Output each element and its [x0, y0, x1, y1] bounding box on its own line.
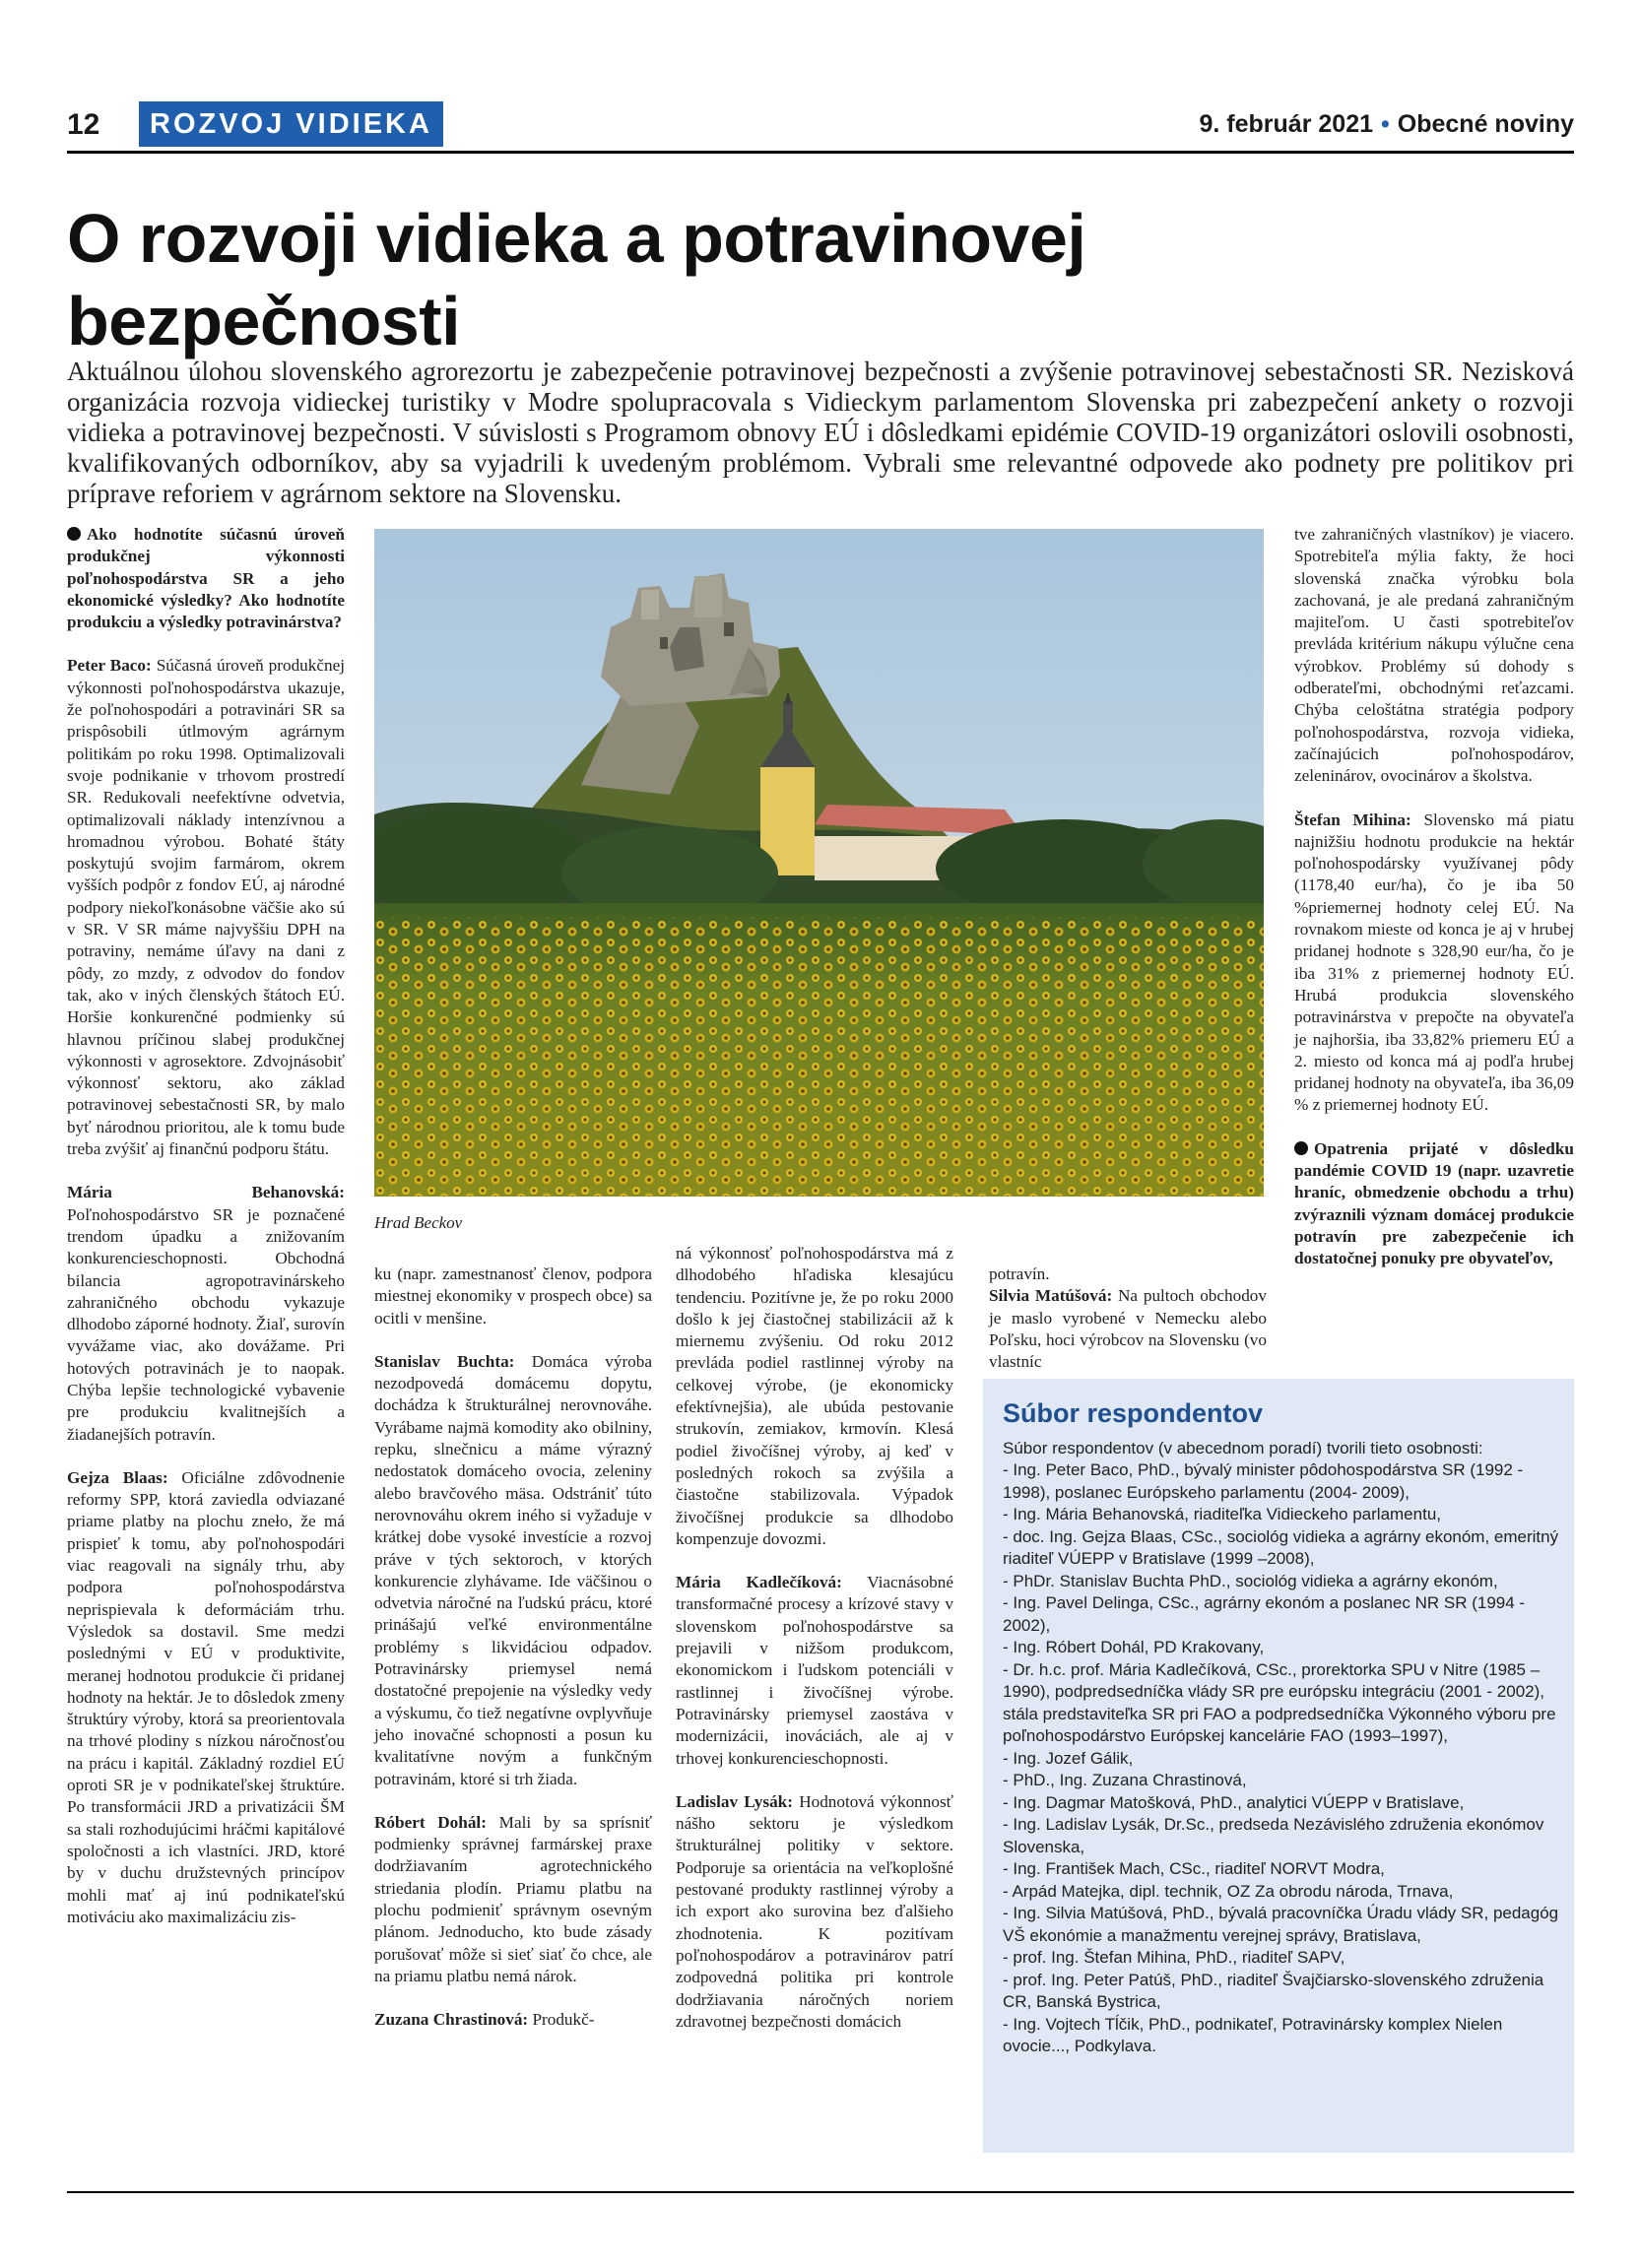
list-item: - Ing. Ladislav Lysák, Dr.Sc., predseda Nezávislého združenia ekonómov Slovenska,: [1003, 1815, 1544, 1856]
box-intro: Súbor respondentov (v abecednom poradí) tvorili tieto osobnosti:: [1003, 1439, 1483, 1458]
footer-rule: [67, 2191, 1574, 2193]
column-2-continuation: ku (napr. zamestnanosť členov, podpora miestnej ekonomiky v prospech obce) sa ocitli v menšine.: [374, 1264, 652, 1328]
answer-behanovska: [67, 1182, 345, 1446]
article-title: O rozvoji vidieka a potravinovej bezpečnosti: [67, 200, 1086, 359]
list-item: - Ing. Vojtech Tĺčik, PhD., podnikateľ, Potravinársky komplex Nielen ovocie..., Podkylava.: [1003, 2014, 1503, 2055]
respondent-name: Štefan Mihina:: [1294, 810, 1411, 829]
respondent-name: Peter Baco:: [67, 656, 152, 676]
list-item: - prof. Ing. Štefan Mihina, PhD., riaditeľ SAPV,: [1003, 1948, 1345, 1967]
header-rule: [67, 151, 1574, 154]
list-item: - PhDr. Stanislav Buchta PhD., sociológ vidieka a agrárny ekonóm,: [1003, 1571, 1498, 1590]
answer-text: Produkč-: [528, 2010, 595, 2030]
column-4: [989, 1264, 1267, 1394]
column-3: [676, 1243, 953, 2054]
list-item: - Dr. h.c. prof. Mária Kadlečíková, CSc., prorektorka SPU v Nitre (1985 – 1990), podpredsedníčka vlády SR pre európsku integráciu (2001 - 2002), stála predstaviteľka SR pri FAO a podpredsedníčka Výkonného výboru pre poľnohospodárstvo Európskej kancelárie FAO (1993–1997),: [1003, 1659, 1556, 1745]
answer-baco: [67, 655, 345, 1160]
respondents-box: [983, 1379, 1574, 2153]
respondent-name: Mária Behanovská:: [67, 1183, 345, 1202]
publication-name: Obecné noviny: [1397, 110, 1574, 138]
question-2-text: Opatrenia prijaté v dôsledku pandémie COVID 19 (napr. uzavretie hraníc, obmedzenie obchodu a trhu) zvýraznili význam domácej produkcie potravín pre zabezpečenie ich dostatočnej ponuky pre obyvateľov,: [1294, 1138, 1574, 1268]
answer-text: Mali by sa sprísniť podmienky správnej farmárskej praxe dodržiavaním agrotechnického striedania plodín. Priamu platbu na plochu podmieniť správnym osevným plánom. Jednoducho, kto bude zásady porušovať môže si sieť siať čo chce, ale na priamu platbu nemá nárok.: [374, 1812, 652, 1985]
answer-text: Oficiálne zdôvodnenie reformy SPP, ktorá zaviedla odviazané priame platby na plochu zneło, že má prispieť k tomu, aby poľnohospodári viac reagovali na signály trhu, aby podpora poľnohospodárstva neprispievala k deformáciám trhu. Výsledok sa dostavil. Sme medzi poslednými v EÚ v produktivite, meranej hodnotou produkcie či pridanej hodnoty na hektár. Je to dôsledok zmeny štruktúry výroby, ktorá sa preorientovala na trhové plodiny s nízkou náročnosťou na prácu i kapitál. Základný rozdiel EÚ oproti SR je v podnikateľskej štruktúre. Po transformácii JRD a privatizácii ŠM sa stali rozhodujúcimi hráčmi kapitálové spoločnosti a ich vlastníci. JRD, ktoré by v duchu družstevných princípov mohli mať aj inú podnikateľskú motiváciu ako maximalizáciu zis-: [67, 1467, 345, 1926]
page-number: 12: [67, 108, 100, 141]
list-item: - doc. Ing. Gejza Blaas, CSc., sociológ vidieka a agrárny ekonóm, emeritný riaditeľ VÚEPP v Bratislave (1999 –2008),: [1003, 1526, 1559, 1568]
respondent-name: Zuzana Chrastinová:: [374, 2010, 529, 2030]
respondents-list: [1003, 1459, 1559, 2058]
answer-text: Viacnásobné transformačné procesy a krízové stavy v slovenskom poľnohospodárstve sa prejavili v nižšom produkcom, ekonomickom i ľudskom potenciáli v rastlinnej i živočíšnej výrobe. Potravinársky priemysel zaostáva v modernizácii, inováciách, ale aj v trhovej konkurencieschopnosti.: [676, 1573, 953, 1768]
issue-info: [1200, 110, 1574, 139]
respondent-name: Gejza Blaas:: [67, 1467, 168, 1487]
list-item: - Ing. Peter Baco, PhD., bývalý minister pôdohospodárstva SR (1992 - 1998), poslanec Európskeho parlamentu (2004- 2009),: [1003, 1460, 1524, 1502]
respondent-name: Ladislav Lysák:: [676, 1791, 793, 1811]
answer-chrastinova: [374, 2009, 652, 2031]
photo-caption: Hrad Beckov: [374, 1213, 463, 1232]
list-item: - Ing. Dagmar Matošková, PhD., analytici VÚEPP v Bratislave,: [1003, 1792, 1465, 1812]
question-1-text: Ako hodnotíte súčasnú úroveň produkčnej výkonnosti poľnohospodárstva SR a jeho ekonomické výsledky? Ako hodnotíte produkciu a výsledky potravinárstva?: [67, 525, 345, 632]
page-header: [67, 104, 1574, 146]
article-lead: Aktuálnou úlohou slovenského agrorezortu je zabezpečenie potravinovej bezpečnosti a zvýšenie potravinovej sebestačnosti SR. Nezisková organizácia rozvoja vidieckej turistiky v Modre spolupracovala s Vidieckym parlamentom Slovenska pri zabezpečení ankety o rozvoji vidieka a potravinovej bezpečnosti. V súvislosti s Programom obnovy EÚ i dôsledkami epidémie COVID-19 organizátori oslovili osobnosti, kvalifikovaných odborníkov, aby sa vyjadrili k uvedeným problémom. Vybrali sme relevantné odpovede ako podnety pre politikov pri príprave reforiem v agrárnom sektore na Slovensku.: [67, 356, 1574, 508]
list-item: - prof. Ing. Peter Patúš, PhD., riaditeľ Švajčiarsko-slovenského združenia CR, Banská Bystrica,: [1003, 1970, 1544, 2011]
issue-date: 9. február 2021: [1199, 110, 1374, 138]
answer-mihina: [1294, 810, 1574, 1117]
column-2: [374, 1264, 652, 2053]
answer-kadleckova: [676, 1572, 953, 1770]
box-title: Súbor respondentov: [1003, 1398, 1264, 1428]
column-4-continuation: potravín.: [989, 1264, 1050, 1283]
question-1: [67, 524, 345, 633]
list-item: - Arpád Matejka, dipl. technik, OZ Za obrodu národa, Trnava,: [1003, 1881, 1454, 1901]
answer-text: Súčasná úroveň produkčnej výkonnosti poľnohospodárstva ukazuje, že poľnohospodári a potravinári SR sa prispôsobili útlmovým agrárnym politikám po roku 1998. Optimalizovali svoje podnikanie v trhovom prostredí SR. Redukovali neefektívne odvetvia, optimalizovali náklady intenzívnou a hromadnou výrobou. Bohaté štáty poskytujú svojim farmárom, okrem vyšších podpôr z fondov EÚ, aj národné podpory niekoľkonásobne väčšie ako sú v SR. V SR máme najvyššiu DPH na potraviny, nemáme úľavy na dani z pôdy, zo mzdy, z odvodov do fondov tak, ako v iných členských štátoch EÚ. Horšie konkurenčné podmienky sú hlavnou príčinou slabej produkčnej výkonnosti v agrosektore. Zdvojnásobiť výkonnosť sektoru, ako základ potravinovej sebestačnosti SR, by malo byť národnou prioritou, ale k tomu bude treba zvýšiť aj finančnú podporu štátu.: [67, 656, 345, 1159]
list-item: - Ing. Róbert Dohál, PD Krakovany,: [1003, 1638, 1265, 1656]
separator-dot: •: [1381, 110, 1390, 138]
answer-dohal: [374, 1812, 652, 1987]
respondent-name: Stanislav Buchta:: [374, 1351, 515, 1371]
respondent-name: Mária Kadlečíková:: [676, 1573, 842, 1592]
answer-text: Hodnotová výkonnosť nášho sektoru je výsledkom štrukturálnej politiky v sektore. Podporuje sa orientácia na veľkoplošné pestované produkty rastlinnej výroby a ich export ako surovina bez ďalšieho zhodnotenia. K pozitívam poľnohospodárov a potravinárov patrí zodpovedná politika pri kontrole dodržiavania náročných noriem zdravotnej bezpečnosti domácich: [676, 1791, 953, 2031]
column-3-continuation: ná výkonnosť poľnohospodárstva má z dlhodobého hľadiska klesajúcu tendenciu. Pozitívne je, že po roku 2000 došlo k jej čiastočnej stabilizácii až k miernemu zvýšeniu. Od roku 2012 prevláda podiel rastlinnej výroby na celkovej výrobe, (je ekonomicky efektívnejšia), ale ubúda pestovanie strukovín, zemiakov, krmovín. Klesá podiel živočíšnej výroby, aj keď v posledných rokoch sa zvýšila a čiastočne stabilizovala. Výpadok živočíšnej produkcie sa dlhodobo kompenzuje dovozmi.: [676, 1244, 953, 1548]
list-item: - Ing. Mária Behanovská, riaditeľka Vidieckeho parlamentu,: [1003, 1505, 1441, 1523]
respondent-name: Silvia Matúšová:: [989, 1286, 1113, 1306]
answer-text: Domáca výroba nezodpovedá domácemu dopytu, dochádza k štrukturálnej nerovnováhe. Vyrábame najmä komodity ako obilniny, repku, slnečnicu a máme výrazný nedostatok domáceho ovocia, zeleniny alebo bravčového mäsa. Odstrániť túto nerovnováhu okrem iného si vyžaduje v krátkej dobe vysoké investície a rozvoj práve v tých sektoroch, v ktorých konkurencie zlyhávame. Ide väčšinou o odvetvia náročné na ľudskú prácu, ktoré prinášajú veľké environmentálne problémy s likvidáciou odpadov. Potravinársky priemysel nemá dostatočné prepojenie na výsledky vedy a výskumu, čo tiež negatívne ovplyvňuje jeho inovačné schopnosti a posun ku kvalitatívne novým a funkčným potravinám, ktoré si trh žiada.: [374, 1351, 652, 1788]
column-5-continuation: tve zahraničných vlastníkov) je viacero. Spotrebiteľa mýlia fakty, že hoci slovenská značka výrobku bola zachovaná, je ale predaná zahraničným majiteľom. U časti spotrebiteľov prevláda kritérium nákupu výlučne cena výrobkov. Problémy sú dohody s odberateľmi, obchodnými reťazcami. Chýba celoštátna stratégia podpory poľnohospodárstva, rozvoja vidieka, začínajúcich poľnohospodárov, zeleninárov, ovocinárov a školstva.: [1294, 525, 1574, 786]
castle-photo: [374, 529, 1264, 1197]
list-item: - Ing. Jozef Gálik,: [1003, 1748, 1134, 1768]
answer-text: Na pultoch obchodov je maslo vyrobené v Nemecku alebo Poľsku, hoci výrobcov na Slovensku (vo vlastníc: [989, 1286, 1267, 1372]
answer-matusova: [989, 1285, 1267, 1373]
list-item: - Ing. Silvia Matúšová, PhD., bývalá pracovníčka Úradu vlády SR, pedagóg VŠ ekonómie a manažmentu verejnej správy, Bratislava,: [1003, 1904, 1559, 1945]
answer-buchta: [374, 1351, 652, 1790]
list-item: - Ing. František Mach, CSc., riaditeľ NORVT Modra,: [1003, 1859, 1385, 1878]
section-label: ROZVOJ VIDIEKA: [142, 104, 440, 144]
column-5: [1294, 524, 1574, 1292]
answer-text: Poľnohospodárstvo SR je poznačené trendom úpadku a znižovaním konkurencieschopnosti. Obchodná bilancia agropotravinárskeho zahraničného obchodu vykazuje dlhodobo záporné hodnoty. Žiaľ, surovín vyvážame viac, ako dovážame. Pri hotových potravinách je to naopak. Chýba lepšie technologické vybavenie pre produkciu kvalitnejších a žiadanejších potravín.: [67, 1204, 345, 1444]
answer-blaas: [67, 1467, 345, 1928]
column-1: [67, 524, 345, 1950]
question-2: [1294, 1138, 1574, 1270]
answer-text: Slovensko má piatu najnižšiu hodnotu produkcie na hektár poľnohospodársky využívanej pôdy (1178,40 eur/ha), čo je iba 50 %priemernej hodnoty celej EÚ. Na rovnakom mieste od konca je aj v hrubej pridanej hodnote s 328,90 eur/ha, čo je iba 31% z priemernej hodnoty EÚ. Hrubá produkcia slovenského potravinárstva v prepočte na obyvateľa je najhoršia, iba 33,82% priemeru EÚ a 2. miesto od konca má aj podľa hrubej pridanej hodnoty na obyvateľa, iba 36,09 % z priemernej hodnoty EÚ.: [1294, 810, 1574, 1115]
answer-lysak: [676, 1791, 953, 2033]
list-item: - PhD., Ing. Zuzana Chrastinová,: [1003, 1771, 1247, 1789]
list-item: - Ing. Pavel Delinga, CSc., agrárny ekonóm a poslanec NR SR (1994 - 2002),: [1003, 1593, 1526, 1635]
bullet-icon: [67, 527, 81, 541]
respondent-name: Róbert Dohál:: [374, 1812, 487, 1832]
bullet-icon: [1294, 1141, 1308, 1155]
